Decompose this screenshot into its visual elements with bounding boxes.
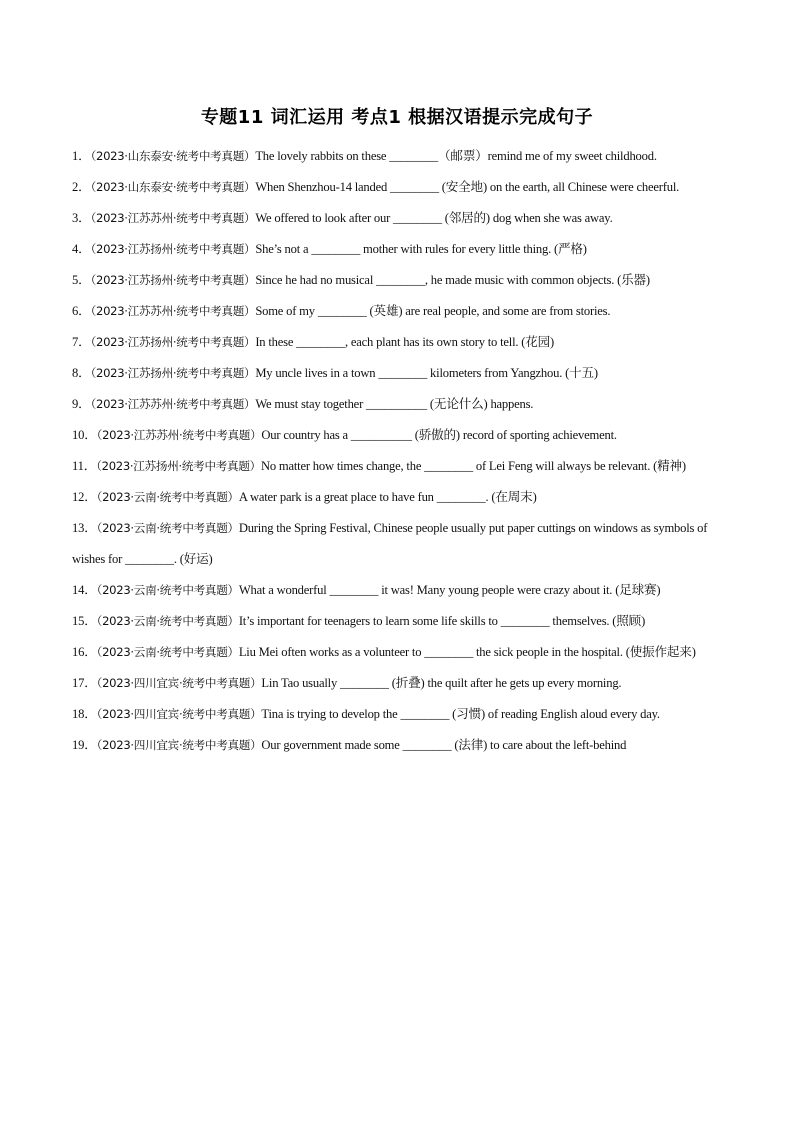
question-text: When Shenzhou-14 landed ________ (安全地) on the earth, all Chinese were cheerful.: [255, 180, 680, 194]
question-source: （2023·江苏苏州·统考中考真题）: [90, 304, 256, 318]
question-number: 6．: [72, 304, 91, 318]
question-text: Some of my ________ (英雄) are real people, and some are from stories.: [255, 304, 611, 318]
question-item: [72, 141, 724, 172]
question-source: （2023·云南·统考中考真题）: [96, 521, 239, 535]
question-number: 1．: [72, 149, 91, 163]
page-title: 专题11 词汇运用 考点1 根据汉语提示完成句子: [200, 107, 594, 128]
question-text: Liu Mei often works as a volunteer to ________ the sick people in the hospital. (使振作起来): [238, 645, 696, 659]
question-source: （2023·江苏扬州·统考中考真题）: [96, 459, 261, 473]
question-item: [72, 730, 724, 761]
question-number: 9．: [72, 397, 91, 411]
question-item: [72, 668, 724, 699]
question-source: （2023·四川宜宾·统考中考真题）: [96, 738, 262, 752]
question-source: （2023·江苏苏州·统考中考真题）: [90, 211, 256, 225]
question-item: [72, 172, 724, 203]
question-item: [72, 327, 724, 358]
question-item: [72, 265, 724, 296]
question-source: （2023·江苏扬州·统考中考真题）: [90, 366, 256, 380]
question-number: 12．: [72, 490, 97, 504]
question-source: （2023·江苏苏州·统考中考真题）: [96, 428, 262, 442]
question-text: Tina is trying to develop the ________ (习惯) of reading English aloud every day.: [261, 707, 660, 721]
question-item: [72, 451, 724, 482]
question-item: [72, 575, 724, 606]
question-number: 2．: [72, 180, 91, 194]
question-list: [72, 141, 724, 761]
question-item: [72, 234, 724, 265]
question-source: （2023·山东泰安·统考中考真题）: [90, 180, 256, 194]
question-number: 15．: [72, 614, 97, 628]
question-text: We must stay together __________ (无论什么) happens.: [255, 397, 534, 411]
question-number: 18．: [72, 707, 97, 721]
question-number: 17．: [72, 676, 97, 690]
question-text: It’s important for teenagers to learn some life skills to ________ themselves. (照顾): [238, 614, 646, 628]
question-number: 10．: [72, 428, 97, 442]
question-item: [72, 513, 724, 575]
question-number: 14．: [72, 583, 97, 597]
question-item: [72, 606, 724, 637]
question-source: （2023·江苏苏州·统考中考真题）: [90, 397, 256, 411]
question-number: 16．: [72, 645, 97, 659]
question-number: 13．: [72, 521, 97, 535]
question-source: （2023·四川宜宾·统考中考真题）: [96, 676, 262, 690]
question-source: （2023·江苏扬州·统考中考真题）: [90, 242, 256, 256]
question-text: Lin Tao usually ________ (折叠) the quilt after he gets up every morning.: [261, 676, 622, 690]
question-number: 19．: [72, 738, 97, 752]
question-text: Our government made some ________ (法律) to care about the left-behind: [261, 738, 627, 752]
question-item: [72, 358, 724, 389]
question-text: A water park is a great place to have fun ________. (在周末): [238, 490, 537, 504]
question-source: （2023·云南·统考中考真题）: [96, 583, 239, 597]
question-text: During the Spring Festival, Chinese people usually put paper cuttings on windows as symbols of wishes for ________. (好运): [72, 521, 708, 566]
question-item: [72, 482, 724, 513]
question-text: Our country has a __________ (骄傲的) record of sporting achievement.: [261, 428, 617, 442]
question-number: 8．: [72, 366, 91, 380]
question-number: 7．: [72, 335, 91, 349]
question-item: [72, 389, 724, 420]
question-item: [72, 699, 724, 730]
question-text: The lovely rabbits on these ________（邮票）remind me of my sweet childhood.: [255, 149, 657, 163]
question-source: （2023·云南·统考中考真题）: [96, 614, 239, 628]
question-item: [72, 203, 724, 234]
question-number: 11．: [72, 459, 97, 473]
question-text: We offered to look after our ________ (邻居的) dog when she was away.: [255, 211, 613, 225]
question-source: （2023·江苏扬州·统考中考真题）: [90, 273, 256, 287]
question-number: 5．: [72, 273, 91, 287]
question-item: [72, 296, 724, 327]
question-item: [72, 637, 724, 668]
question-number: 3．: [72, 211, 91, 225]
question-text: She’s not a ________ mother with rules for every little thing. (严格): [255, 242, 587, 256]
question-text: My uncle lives in a town ________ kilometers from Yangzhou. (十五): [255, 366, 598, 380]
question-item: [72, 420, 724, 451]
question-text: Since he had no musical ________, he made music with common objects. (乐器): [255, 273, 650, 287]
question-text: In these ________, each plant has its own story to tell. (花园): [255, 335, 555, 349]
question-source: （2023·山东泰安·统考中考真题）: [90, 149, 256, 163]
question-text: What a wonderful ________ it was! Many young people were crazy about it. (足球赛): [238, 583, 661, 597]
question-text: No matter how times change, the ________ of Lei Feng will always be relevant. (精神): [260, 459, 686, 473]
question-source: （2023·四川宜宾·统考中考真题）: [96, 707, 262, 721]
question-number: 4．: [72, 242, 91, 256]
question-source: （2023·江苏扬州·统考中考真题）: [90, 335, 256, 349]
question-source: （2023·云南·统考中考真题）: [96, 645, 239, 659]
question-source: （2023·云南·统考中考真题）: [96, 490, 239, 504]
